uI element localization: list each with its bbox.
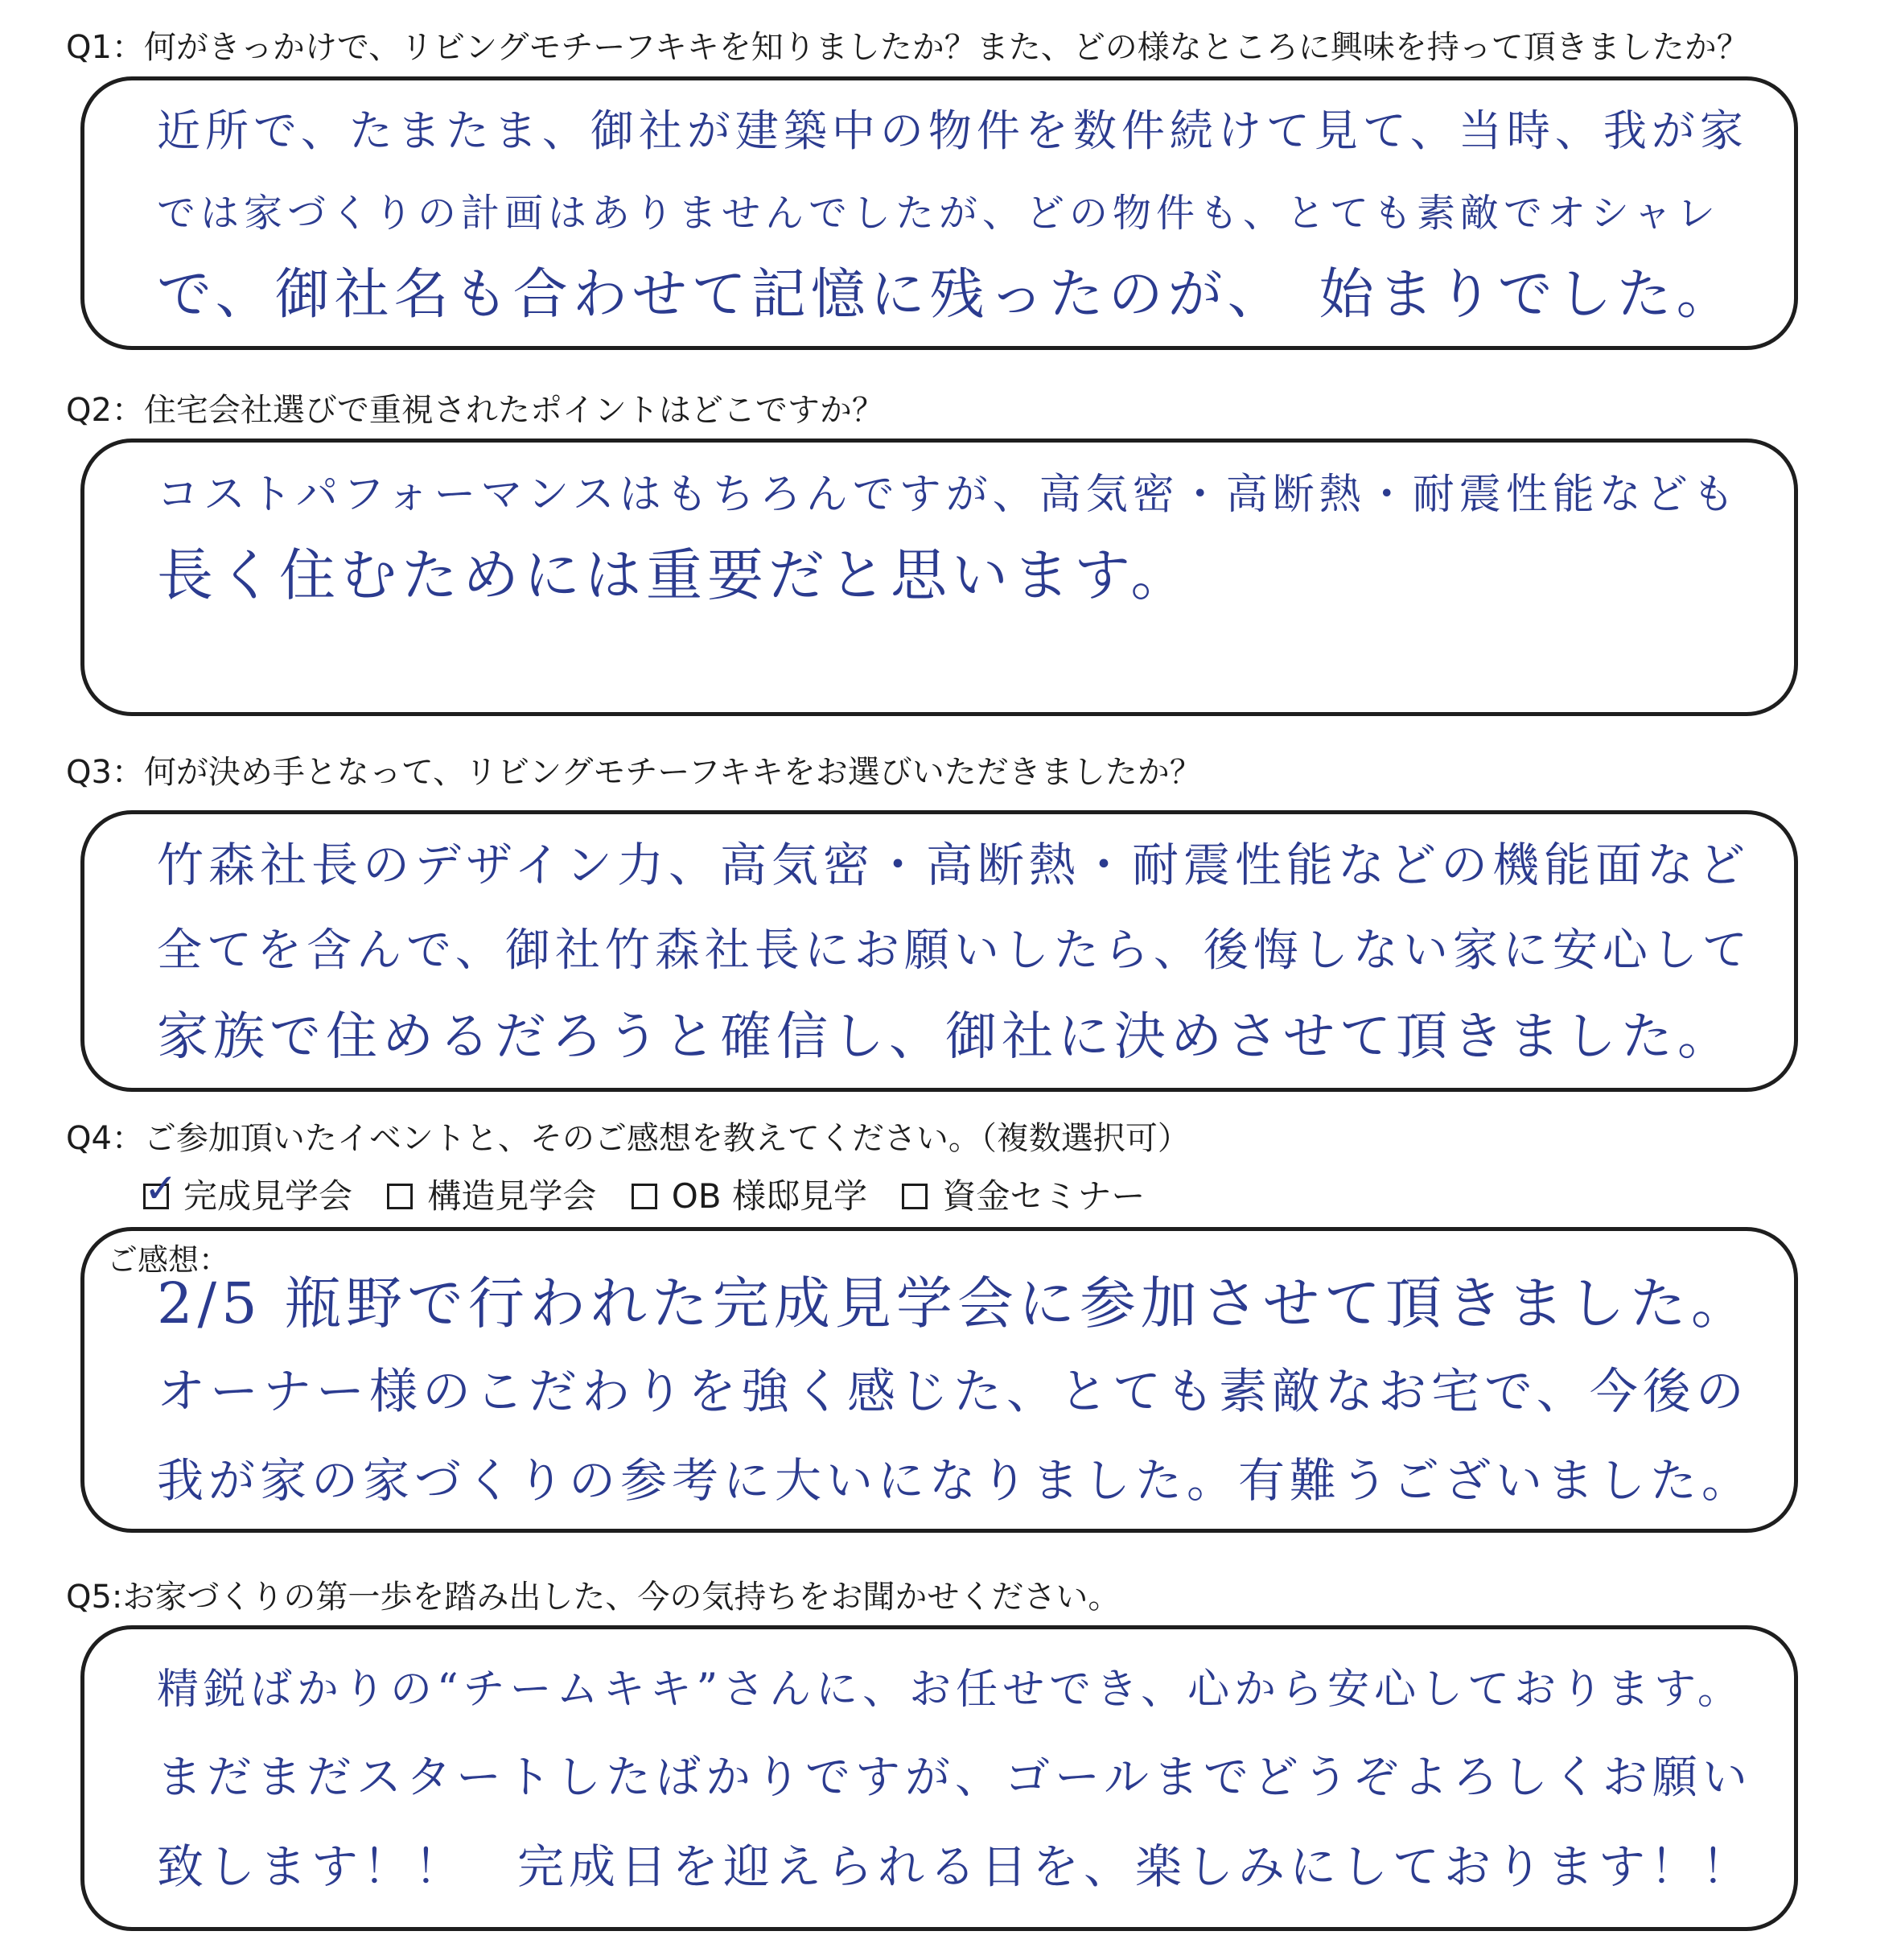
- q2-answer-box: [80, 439, 1798, 716]
- q3-answer-line-1: 竹森社長のデザイン力、高気密・高断熱・耐震性能などの機能面など: [157, 838, 1750, 892]
- option-funding-seminar[interactable]: [902, 1175, 1145, 1218]
- option-label: 資金セミナー: [942, 1176, 1146, 1216]
- q1-answer-line-1: 近所で、たまたま、御社が建築中の物件を数件続けて見て、当時、我が家: [157, 105, 1748, 156]
- q1-answer-box: [80, 76, 1798, 350]
- q4-answer-box: [80, 1227, 1798, 1533]
- q4-answer-line-3: 我が家の家づくりの参考に大いになりました。有難うございました。: [157, 1453, 1754, 1508]
- impression-label: ご感想：: [107, 1242, 230, 1278]
- q5-answer-box: [80, 1625, 1798, 1931]
- option-completion-tour[interactable]: [143, 1165, 353, 1218]
- option-ob-house-visit[interactable]: [632, 1175, 867, 1218]
- q1-question: Q1：何がきっかけで、リビングモチーフキキを知りましたか？また、どの様なところに興味を持って頂きましたか？: [66, 29, 1749, 66]
- q5-answer-line-1: 精鋭ばかりの“チームキキ”さんに、お任せでき、心から安心しております。: [157, 1666, 1744, 1714]
- check-mark-icon: ✓: [144, 1165, 178, 1212]
- q4-answer-line-2: オーナー様のこだわりを強く感じた、とても素敵なお宅で、今後の: [157, 1364, 1749, 1420]
- q1-answer-line-2: では家づくりの計画はありませんでしたが、どの物件も、とても素敵でオシャレ: [157, 191, 1721, 236]
- q4-answer-line-1: 2/5 瓶野で行われた完成見学会に参加させて頂きました。: [157, 1270, 1752, 1336]
- q3-question: Q3：何が決め手となって、リビングモチーフキキをお選びいただきましたか？: [66, 754, 1202, 791]
- q2-question: Q2：住宅会社選びで重視されたポイントはどこですか？: [66, 392, 884, 429]
- q5-answer-line-3: 致します！！ 完成日を迎えられる日を、楽しみにしております！！: [157, 1839, 1754, 1894]
- checkbox-completion-tour[interactable]: [143, 1165, 178, 1212]
- checkbox-ob-house-visit[interactable]: [632, 1184, 657, 1209]
- q4-event-options: [143, 1165, 1169, 1218]
- q2-answer-line-2: 長く住むためには重要だと思います。: [157, 542, 1192, 608]
- option-label: 完成見学会: [183, 1176, 353, 1216]
- option-label: 構造見学会: [427, 1176, 597, 1216]
- option-structure-tour[interactable]: [387, 1175, 596, 1218]
- q1-answer-line-3: で、御社名も合わせて記憶に残ったのが、 始まりでした。: [157, 263, 1736, 327]
- q5-question: Q5:お家づくりの第一歩を踏み出した、今の気持ちをお聞かせください。: [66, 1579, 1121, 1616]
- checkbox-funding-seminar[interactable]: [902, 1184, 928, 1209]
- q3-answer-line-2: 全てを含んで、御社竹森社長にお願いしたら、後悔しない家に安心して: [157, 924, 1752, 977]
- q2-answer-line-1: コストパフォーマンスはもちろんですが、高気密・高断熱・耐震性能なども: [157, 471, 1739, 519]
- option-label: OB 様邸見学: [671, 1176, 867, 1216]
- checkbox-structure-tour[interactable]: [387, 1184, 413, 1209]
- q5-answer-line-2: まだまだスタートしたばかりですが、ゴールまでどうぞよろしくお願い: [157, 1752, 1752, 1804]
- q4-question: Q4：ご参加頂いたイベントと、そのご感想を教えてください。（複数選択可）: [66, 1120, 1190, 1157]
- q3-answer-box: [80, 810, 1798, 1092]
- q3-answer-line-3: 家族で住めるだろうと確信し、御社に決めさせて頂きました。: [157, 1007, 1734, 1067]
